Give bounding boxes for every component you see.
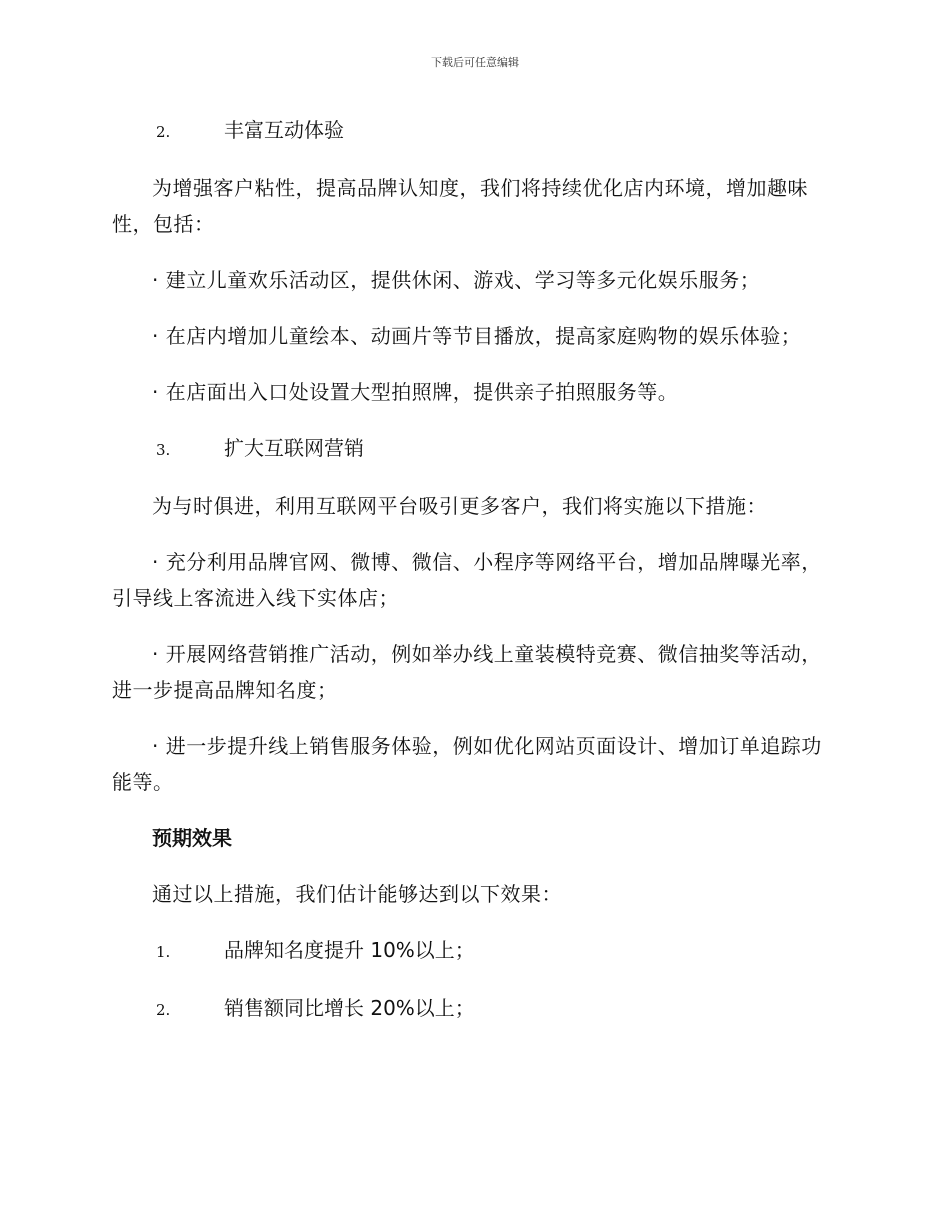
section-heading: 预期效果 xyxy=(152,826,232,850)
bullet-paragraph: · 充分利用品牌官网、微博、微信、小程序等网络平台，增加品牌曝光率，引导线上客流进入线下实体店； xyxy=(112,550,822,610)
list-text: 丰富互动体验 xyxy=(224,118,344,142)
paragraph: 为增强客户粘性，提高品牌认知度，我们将持续优化店内环境，增加趣味性，包括： xyxy=(112,176,808,236)
list-number: 2. xyxy=(156,123,171,141)
list-text: 品牌知名度提升 10%以上； xyxy=(224,938,475,962)
list-text: 销售额同比增长 20%以上； xyxy=(224,996,475,1020)
bullet-paragraph: · 建立儿童欢乐活动区，提供休闲、游戏、学习等多元化娱乐服务； xyxy=(152,268,761,292)
page-header: 下载后可任意编辑 xyxy=(431,56,519,69)
list-item xyxy=(112,430,832,468)
list-number: 1. xyxy=(156,943,171,961)
bullet-paragraph: · 在店面出入口处设置大型拍照牌，提供亲子拍照服务等。 xyxy=(152,380,679,404)
document-body xyxy=(112,112,832,1048)
paragraph: 为与时俱进，利用互联网平台吸引更多客户，我们将实施以下措施： xyxy=(152,494,767,518)
list-text: 扩大互联网营销 xyxy=(224,436,364,460)
paragraph: 通过以上措施，我们估计能够达到以下效果： xyxy=(152,882,562,906)
list-number: 3. xyxy=(156,441,171,459)
list-item xyxy=(112,932,832,970)
bullet-paragraph: · 开展网络营销推广活动，例如举办线上童装模特竞赛、微信抽奖等活动，进一步提高品牌知名度； xyxy=(112,642,822,702)
bullet-paragraph: · 在店内增加儿童绘本、动画片等节目播放，提高家庭购物的娱乐体验； xyxy=(152,324,802,348)
list-item xyxy=(112,990,832,1028)
list-item xyxy=(112,112,832,150)
bullet-paragraph: · 进一步提升线上销售服务体验，例如优化网站页面设计、增加订单追踪功能等。 xyxy=(112,734,822,794)
list-number: 2. xyxy=(156,1001,171,1019)
